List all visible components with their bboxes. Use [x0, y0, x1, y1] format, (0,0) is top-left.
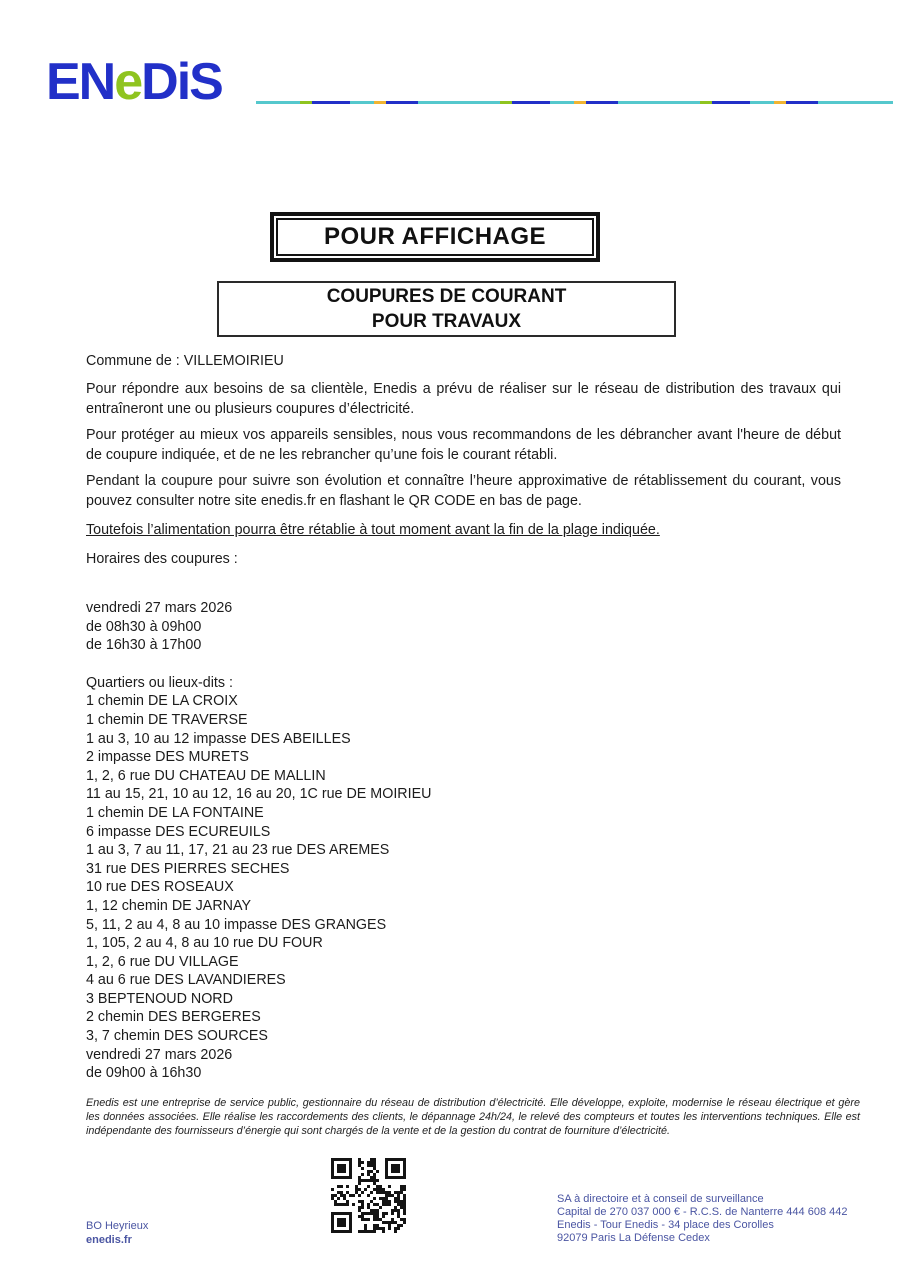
paragraph-3: Pendant la coupure pour suivre son évolution et connaître l’heure approximative de rétablissement du courant, vous pouvez consulter notre site enedis.fr en flashant le QR CODE en bas de page. [86, 473, 841, 509]
paragraph-2: Pour protéger au mieux vos appareils sensibles, nous vous recommandons de les débrancher avant l'heure de début de coupure indiquée, et de ne les rebrancher qu’une fois le courant rétabli. [86, 427, 841, 463]
address-item: 10 rue DES ROSEAUX [86, 879, 234, 896]
address-item: 1 chemin DE TRAVERSE [86, 711, 248, 728]
address-item: 3, 7 chemin DES SOURCES [86, 1028, 268, 1045]
schedule-2-date: vendredi 27 mars 2026 [86, 1046, 233, 1063]
address-item: 1 au 3, 10 au 12 impasse DES ABEILLES [86, 730, 351, 747]
address-item: 4 au 6 rue DES LAVANDIERES [86, 972, 286, 989]
horaires-label: Horaires des coupures : [86, 551, 238, 567]
underlined-note: Toutefois l’alimentation pourra être rétablie à tout moment avant la fin de la plage indiquée. [86, 522, 660, 538]
address-item: 1, 12 chemin DE JARNAY [86, 897, 252, 914]
footer-address-2: 92079 Paris La Défense Cedex [557, 1232, 710, 1244]
footer-left-block [86, 1219, 148, 1247]
footer-address-1: Enedis - Tour Enedis - 34 place des Corolles [557, 1219, 774, 1231]
pour-affichage-title: POUR AFFICHAGE [276, 218, 594, 256]
schedule-2-time-1: de 09h00 à 16h30 [86, 1065, 202, 1082]
address-item: 5, 11, 2 au 4, 8 au 10 impasse DES GRANGES [86, 916, 387, 933]
footer-website: enedis.fr [86, 1234, 132, 1246]
quartiers-label: Quartiers ou lieux-dits : [86, 674, 233, 691]
footer-right-block [557, 1193, 847, 1245]
address-item: 2 impasse DES MURETS [86, 749, 249, 766]
address-item: 1 chemin DE LA FONTAINE [86, 804, 264, 821]
coupures-box [217, 281, 676, 337]
address-item: 1, 2, 6 rue DU CHATEAU DE MALLIN [86, 767, 326, 784]
commune-line: Commune de : VILLEMOIRIEU [86, 353, 284, 369]
coupures-title-line2: POUR TRAVAUX [371, 311, 522, 332]
schedule-1 [86, 599, 841, 655]
logo-text-right: DiS [141, 53, 222, 111]
address-item: 31 rue DES PIERRES SECHES [86, 860, 290, 877]
schedule-1-time-1: de 08h30 à 09h00 [86, 618, 202, 635]
logo-text-left: EN [46, 53, 115, 111]
footer-company-form: SA à directoire et à conseil de surveillance [557, 1193, 764, 1205]
brand-dashed-line [256, 101, 893, 104]
paragraph-1: Pour répondre aux besoins de sa clientèle, Enedis a prévu de réaliser sur le réseau de distribution des travaux qui entraîneront une ou plusieurs coupures d’électricité. [86, 381, 841, 417]
schedule-1-time-2: de 16h30 à 17h00 [86, 637, 202, 654]
logo-accent-e: e [114, 53, 142, 111]
address-item: 1, 105, 2 au 4, 8 au 10 rue DU FOUR [86, 935, 323, 952]
legal-paragraph: Enedis est une entreprise de service public, gestionnaire du réseau de distribution d’électricité. Elle développe, exploite, modernise le réseau électrique et gère les données associées. Elle réalise les raccordements des clients, le dépannage 24h/24, le relevé des compteurs et toutes les interventions techniques. Elle est indépendante des fournisseurs d’énergie qui sont chargés de la vente et de la gestion du contrat de fourniture d’électricité. [86, 1097, 860, 1137]
schedule-1-date: vendredi 27 mars 2026 [86, 600, 233, 616]
pour-affichage-box [270, 212, 600, 262]
coupures-title-line1: COUPURES DE COURANT [326, 286, 567, 307]
address-item: 1, 2, 6 rue DU VILLAGE [86, 953, 239, 970]
qr-code [330, 1157, 408, 1235]
footer-capital: Capital de 270 037 000 € - R.C.S. de Nanterre 444 608 442 [557, 1206, 848, 1218]
footer-office: BO Heyrieux [86, 1220, 149, 1232]
address-list [86, 674, 841, 1083]
address-item: 1 chemin DE LA CROIX [86, 693, 238, 710]
address-item: 3 BEPTENOUD NORD [86, 990, 233, 1007]
address-item: 1 au 3, 7 au 11, 17, 21 au 23 rue DES AREMES [86, 842, 390, 859]
body-text [86, 351, 841, 1083]
address-item: 6 impasse DES ECUREUILS [86, 823, 271, 840]
address-item: 2 chemin DES BERGERES [86, 1009, 261, 1026]
address-item: 11 au 15, 21, 10 au 12, 16 au 20, 1C rue DE MOIRIEU [86, 786, 432, 803]
enedis-logo [46, 53, 222, 111]
